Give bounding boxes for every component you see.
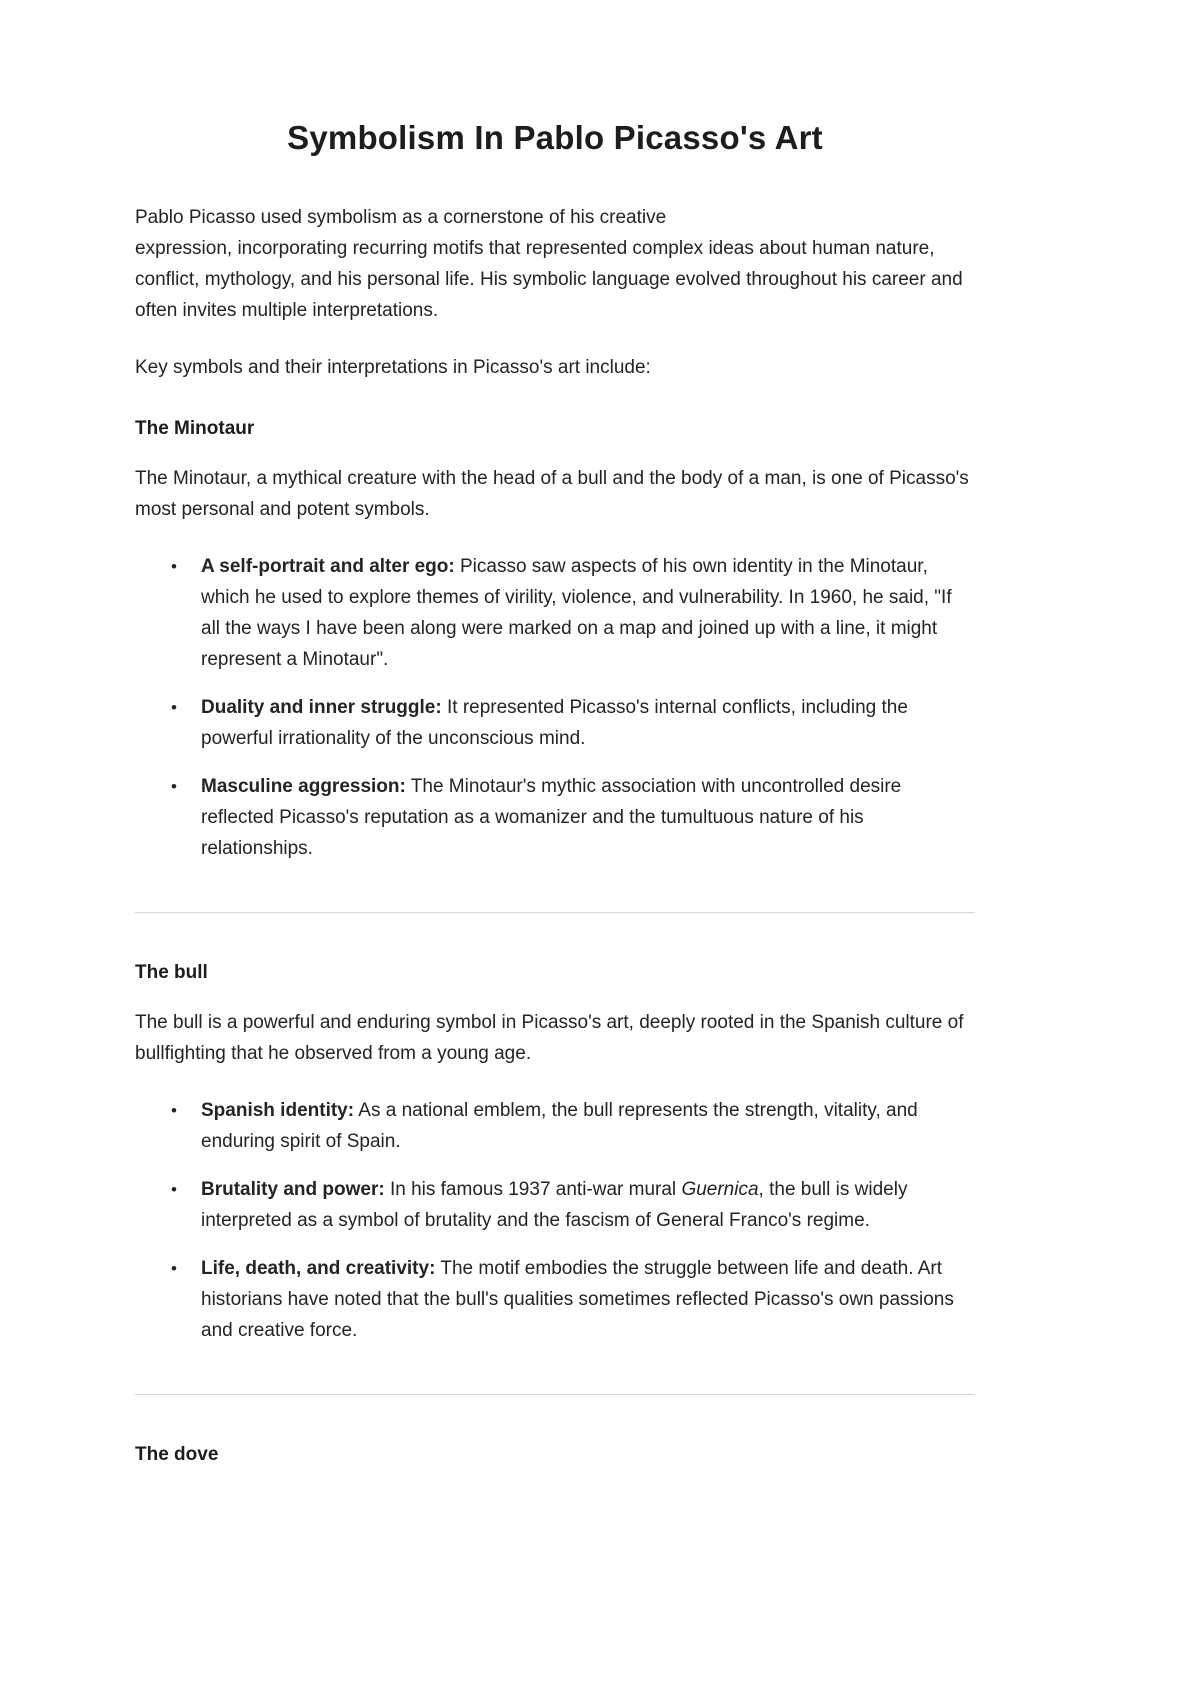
bullet-italic: Guernica	[681, 1178, 759, 1200]
bullet-text: The Minotaur's mythic association with uncontrolled desire reflected Picasso's reputation as a womanizer and the tumultuous nature of his relationships.	[201, 775, 902, 859]
section-heading-bull: The bull	[135, 961, 208, 983]
list-item	[135, 1253, 975, 1346]
section-heading-minotaur: The Minotaur	[135, 417, 255, 439]
minotaur-bullet-list	[135, 551, 975, 864]
bull-bullet-list	[135, 1095, 975, 1346]
list-item	[135, 1095, 975, 1157]
bullet-text: In his famous 1937 anti-war mural	[384, 1178, 682, 1200]
bullet-term: Spanish identity:	[201, 1099, 355, 1121]
bullet-text: As a national emblem, the bull represents the strength, vitality, and enduring spirit of Spain.	[201, 1099, 918, 1152]
section-heading-dove: The dove	[135, 1443, 219, 1465]
section-dove	[135, 1441, 975, 1469]
bullet-term: Life, death, and creativity:	[201, 1257, 436, 1279]
section-bull	[135, 959, 975, 1346]
bullet-term: A self-portrait and alter ego:	[201, 555, 455, 577]
intro-paragraph	[135, 202, 975, 326]
list-item	[135, 692, 975, 754]
section-lead-bull: The bull is a powerful and enduring symbol in Picasso's art, deeply rooted in the Spanish culture of bullfighting that he observed from a young age.	[135, 1011, 964, 1064]
bullet-text: It represented Picasso's internal conflicts, including the powerful irrationality of the unconscious mind.	[201, 696, 908, 749]
bullet-term: Masculine aggression:	[201, 775, 406, 797]
bullet-term: Duality and inner struggle:	[201, 696, 442, 718]
section-minotaur	[135, 415, 975, 864]
bullet-text: The motif embodies the struggle between life and death. Art historians have noted that the bull's qualities sometimes reflected Picasso's own passions and creative force.	[201, 1257, 954, 1341]
intro-rest: expression, incorporating recurring motifs that represented complex ideas about human nature, conflict, mythology, and his personal life. His symbolic language evolved throughout his career and often invites multiple interpretations.	[135, 237, 963, 321]
bullet-text: Picasso saw aspects of his own identity in the Minotaur, which he used to explore themes of virility, violence, and vulnerability. In 1960, he said, "If all the ways I have been along were marked on a map and joined up with a line, it might represent a Minotaur".	[201, 555, 952, 670]
list-item	[135, 771, 975, 864]
list-item	[135, 1174, 975, 1236]
list-item	[135, 551, 975, 675]
section-lead-minotaur: The Minotaur, a mythical creature with the head of a bull and the body of a man, is one of Picasso's most personal and potent symbols.	[135, 467, 969, 520]
section-divider	[135, 912, 975, 913]
bullet-text-after: , the bull is widely interpreted as a symbol of brutality and the fascism of General Franco's regime.	[201, 1178, 908, 1231]
section-divider	[135, 1394, 975, 1395]
bullet-term: Brutality and power:	[201, 1178, 385, 1200]
intro-line-1: Pablo Picasso used symbolism as a cornerstone of his creative	[135, 206, 667, 228]
key-symbols-line: Key symbols and their interpretations in Picasso's art include:	[135, 356, 651, 378]
page-title: Symbolism In Pablo Picasso's Art	[287, 119, 823, 156]
